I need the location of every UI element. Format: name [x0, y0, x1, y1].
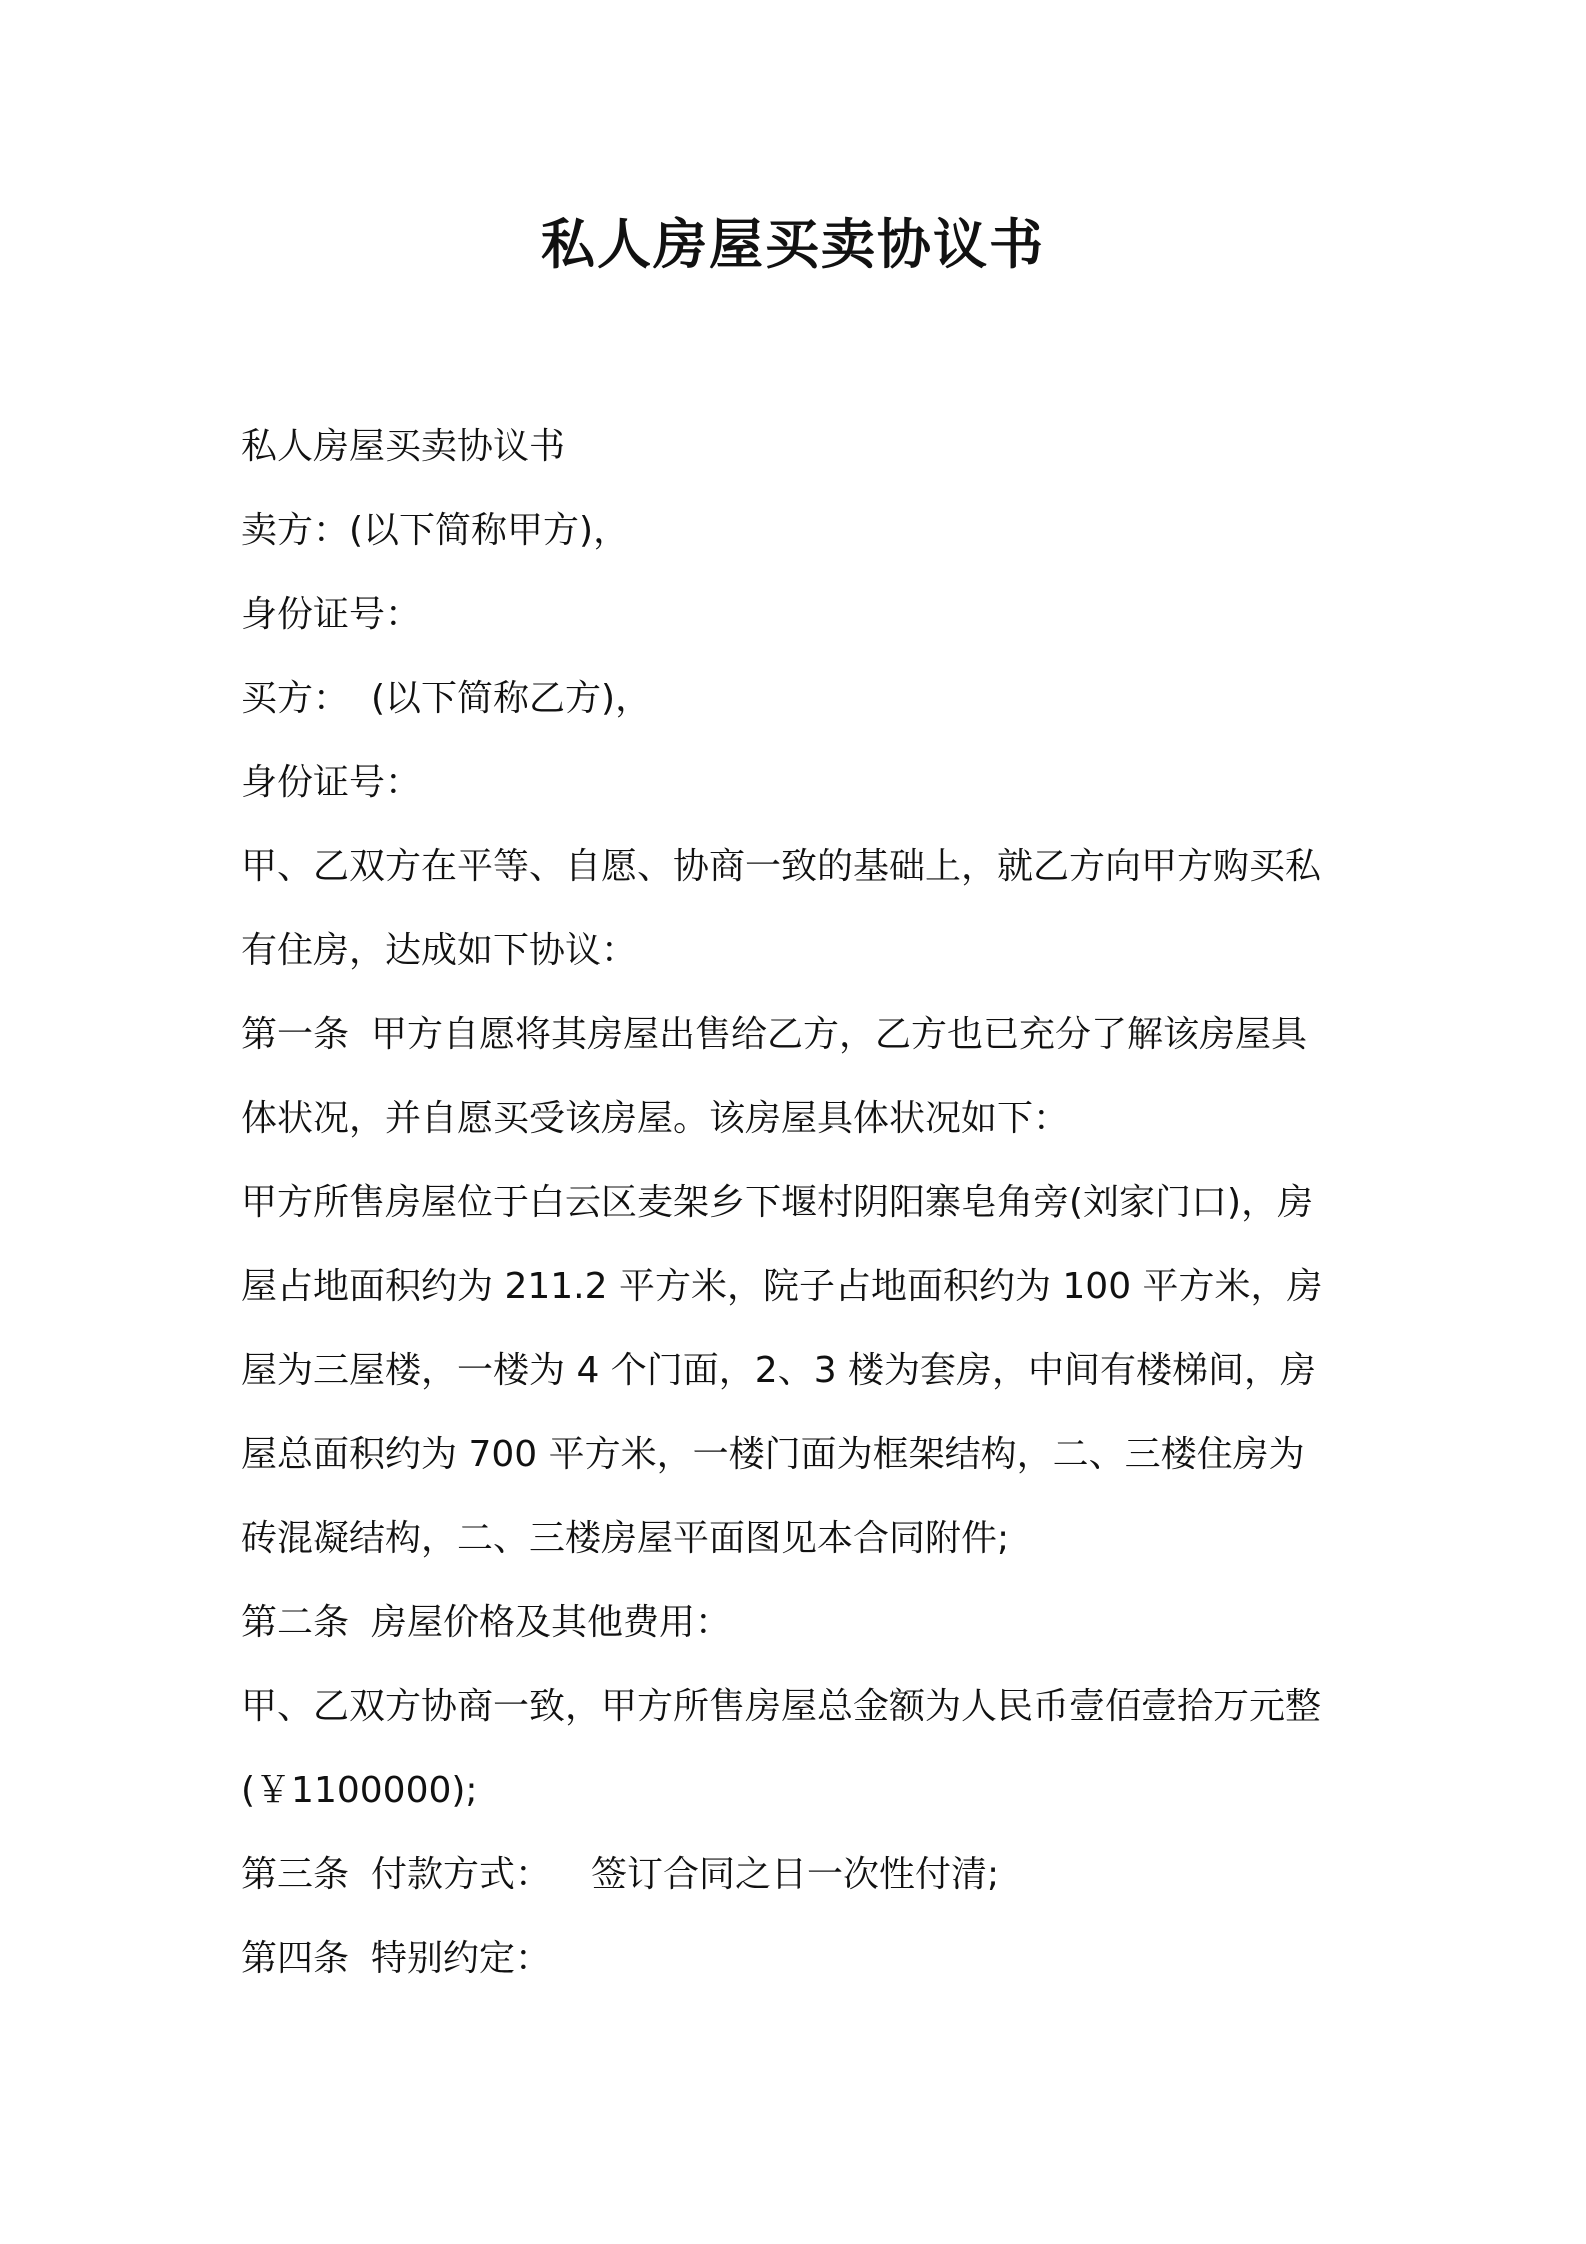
- article-3-text: 付款方式：: [371, 1854, 552, 1895]
- article-4-line: [241, 1917, 1361, 2001]
- price-line-2: (￥1100000);: [241, 1770, 478, 1811]
- article-2-text: 房屋价格及其他费用：: [371, 1602, 732, 1643]
- article-3-label: 第三条: [241, 1854, 350, 1895]
- article-4-text: 特别约定：: [371, 1938, 552, 1979]
- buyer-id-line: 身份证号：: [241, 762, 422, 803]
- article-1-label: 第一条: [241, 1014, 350, 1055]
- document-title: 私人房屋买卖协议书: [541, 213, 1045, 276]
- property-line-3: 屋为三屋楼，一楼为 4 个门面，2、3 楼为套房，中间有楼梯间，房: [241, 1350, 1317, 1391]
- article-4-label: 第四条: [241, 1938, 350, 1979]
- article-1-text: 甲方自愿将其房屋出售给乙方，乙方也已充分了解该房屋具: [371, 1014, 1308, 1055]
- article-2-label: 第二条: [241, 1602, 350, 1643]
- article-2-line: [241, 1581, 1361, 1665]
- payment-terms: 签订合同之日一次性付清;: [591, 1854, 1000, 1895]
- preamble-line-1: 甲、乙双方在平等、自愿、协商一致的基础上，就乙方向甲方购买私: [241, 846, 1322, 887]
- document-body: [241, 405, 1361, 2001]
- price-line-1: 甲、乙双方协商一致，甲方所售房屋总金额为人民币壹佰壹拾万元整: [241, 1686, 1322, 1727]
- article-1-line-2: 体状况，并自愿买受该房屋。该房屋具体状况如下：: [241, 1098, 1070, 1139]
- buyer-label: 买方：: [241, 678, 350, 719]
- buyer-line: [241, 657, 1361, 741]
- article-3-line: [241, 1833, 1361, 1917]
- preamble-line-2: 有住房，达成如下协议：: [241, 930, 638, 971]
- article-1-line-1: [241, 993, 1361, 1077]
- seller-line: 卖方：(以下简称甲方)，: [241, 510, 630, 551]
- body-heading: 私人房屋买卖协议书: [241, 426, 566, 467]
- property-line-4: 屋总面积约为 700 平方米，一楼门面为框架结构，二、三楼住房为: [241, 1434, 1305, 1475]
- seller-id-line: 身份证号：: [241, 594, 422, 635]
- buyer-alias: (以下简称乙方)，: [371, 678, 652, 719]
- property-line-1: 甲方所售房屋位于白云区麦架乡下堰村阴阳寨皂角旁(刘家门口)，房: [241, 1182, 1314, 1223]
- property-line-5: 砖混凝结构，二、三楼房屋平面图见本合同附件;: [241, 1518, 1010, 1559]
- property-line-2: 屋占地面积约为 211.2 平方米，院子占地面积约为 100 平方米，房: [241, 1266, 1323, 1307]
